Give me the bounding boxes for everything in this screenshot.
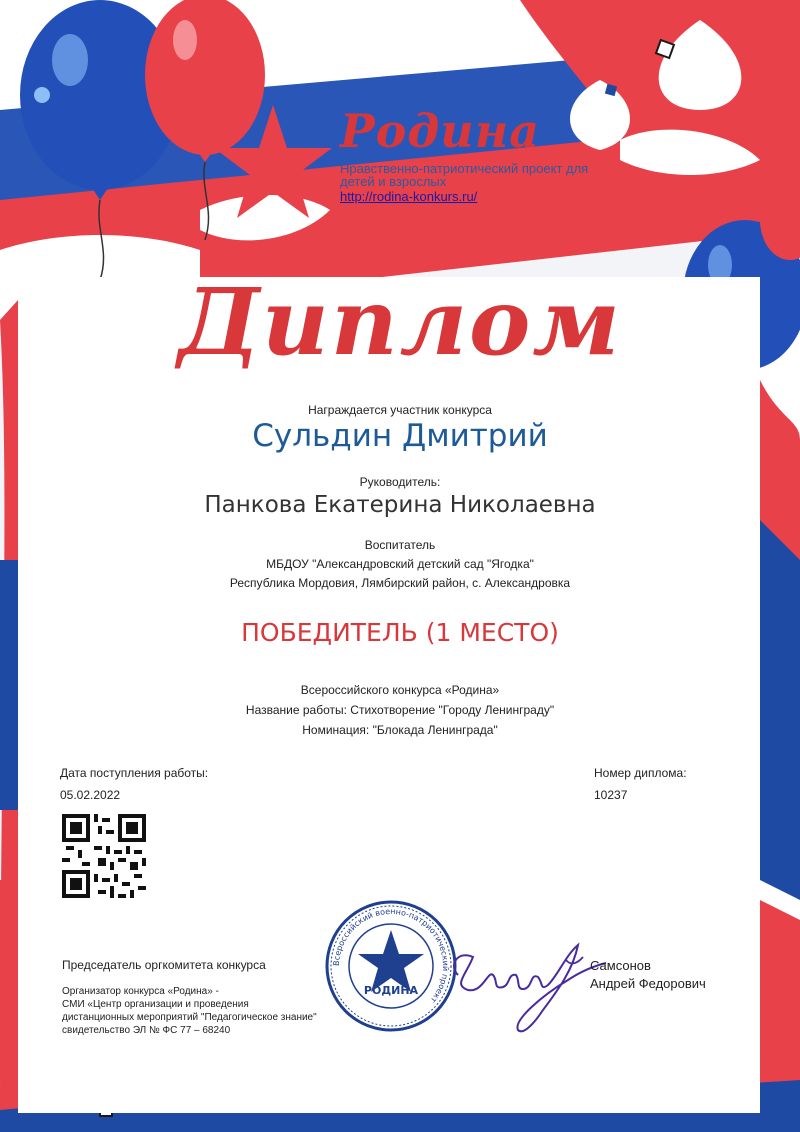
date-label: Дата поступления работы: xyxy=(60,766,209,780)
brand-logo-text: Родина xyxy=(340,104,541,158)
chair-label: Председатель оргкомитета конкурса xyxy=(62,958,266,972)
contest-name: Всероссийского конкурса «Родина» xyxy=(300,683,500,697)
location: Республика Мордовия, Лямбирский район, с. Александровка xyxy=(229,576,571,590)
svg-text:Всероссийский военно-патриотич: Всероссийский военно-патриотический проект xyxy=(331,906,451,1005)
organizer-line: свидетельство ЭЛ № ФС 77 – 68240 xyxy=(62,1025,231,1036)
signature xyxy=(448,935,608,1045)
seal-text: РОДИНА xyxy=(363,984,419,997)
place-text: ПОБЕДИТЕЛЬ (1 МЕСТО) xyxy=(241,618,559,647)
organizer-line: дистанционных мероприятий "Педагогическое знание" xyxy=(62,1012,317,1023)
diploma-title: Диплом xyxy=(178,268,622,376)
institution: МБДОУ "Александровский детский сад "Ягодка" xyxy=(266,557,534,571)
qr-code[interactable] xyxy=(62,814,146,898)
number-value: 10237 xyxy=(594,788,628,802)
leader-name: Панкова Екатерина Николаевна xyxy=(204,492,596,518)
nomination: Номинация: "Блокада Ленинграда" xyxy=(302,723,498,737)
organizer-line: СМИ «Центр организации и проведения xyxy=(62,999,249,1010)
work-title: Название работы: Стихотворение "Городу Ленинграду" xyxy=(245,703,555,717)
brand-link[interactable]: http://rodina-konkurs.ru/ xyxy=(340,189,478,204)
participant-name: Сульдин Дмитрий xyxy=(252,418,548,454)
awarded-text: Награждается участник конкурса xyxy=(308,403,492,417)
signer-surname: Самсонов xyxy=(590,958,651,973)
signer-given-name: Андрей Федорович xyxy=(590,976,706,991)
number-label: Номер диплома: xyxy=(594,766,687,780)
seal-stamp xyxy=(323,898,459,1034)
leader-position: Воспитатель xyxy=(364,538,436,552)
brand-subtitle: Нравственно-патриотический проект для детей и взрослых xyxy=(340,161,589,189)
organizer-info xyxy=(62,985,362,1037)
date-value: 05.02.2022 xyxy=(60,788,121,802)
signer-name xyxy=(590,957,706,993)
star-icon xyxy=(358,930,424,992)
leader-label: Руководитель: xyxy=(359,475,441,489)
organizer-line: Организатор конкурса «Родина» - xyxy=(62,986,219,997)
